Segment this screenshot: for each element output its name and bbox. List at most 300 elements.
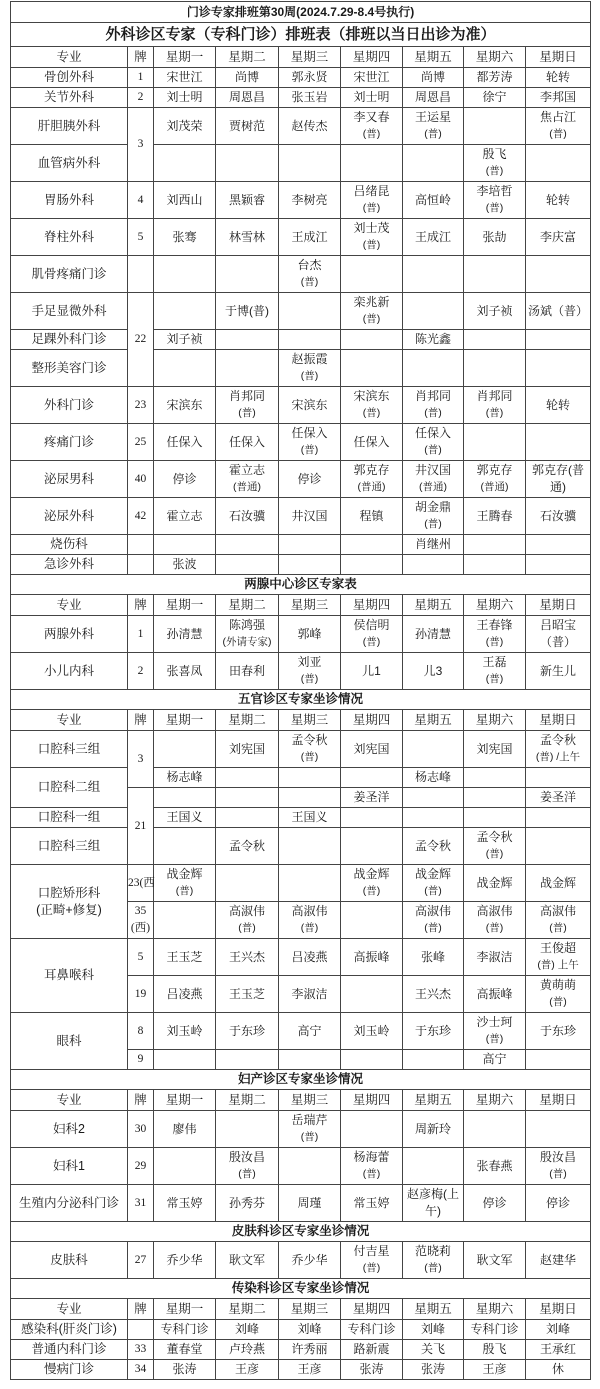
table-row: [11, 293, 591, 330]
schedule-cell: 高振峰: [464, 976, 526, 1013]
column-header: 星期一: [154, 710, 216, 731]
schedule-cell: 轮转: [526, 68, 591, 88]
schedule-cell: 许秀丽: [279, 1340, 341, 1360]
schedule-cell: [526, 902, 591, 939]
schedule-cell: 儿1: [341, 653, 403, 690]
cell-line: 台杰: [297, 258, 322, 272]
schedule-cell: 专科门诊: [341, 1320, 403, 1340]
room-number-cell: [128, 535, 154, 555]
cell-note: (普): [549, 922, 567, 934]
schedule-cell: [403, 293, 464, 330]
room-number-cell: 2: [128, 88, 154, 108]
schedule-cell: 王成江: [403, 219, 464, 256]
room-number-cell: 19: [128, 976, 154, 1013]
room-number-cell: [128, 555, 154, 575]
cell-line: 刘亚: [297, 655, 322, 669]
schedule-cell: 于东珍: [216, 1013, 279, 1050]
schedule-cell: [279, 350, 341, 387]
schedule-cell: [341, 1111, 403, 1148]
schedule-cell: [154, 731, 216, 768]
schedule-cell: 尚博: [216, 68, 279, 88]
schedule-cell: [216, 350, 279, 387]
cell-note: (普): [485, 407, 504, 419]
cell-line: 霍立志: [228, 463, 265, 477]
schedule-cell: [154, 1050, 216, 1070]
room-number-cell: 4: [128, 182, 154, 219]
schedule-cell: [464, 256, 526, 293]
table-row: [11, 88, 591, 108]
cell-note: (普): [549, 996, 567, 1008]
section-title: 皮肤科诊区专家坐诊情况: [11, 1222, 591, 1242]
table-row: [11, 828, 591, 865]
schedule-cell: [464, 808, 526, 828]
schedule-cell: 孙秀芬: [216, 1185, 279, 1222]
cell-line: 陈鸿强: [228, 618, 265, 632]
schedule-cell: 姜圣洋: [526, 788, 591, 808]
schedule-cell: [526, 424, 591, 461]
cell-note: (普): [424, 1262, 442, 1274]
schedule-cell: [279, 653, 341, 690]
cell-line: 孟令秋: [476, 830, 513, 844]
schedule-body: [11, 2, 591, 1380]
cell-note: (普): [424, 922, 442, 934]
schedule-cell: 郭克存(普通): [526, 461, 591, 498]
schedule-cell: 王彦: [279, 1360, 341, 1380]
schedule-cell: [154, 535, 216, 555]
schedule-cell: 林雪林: [216, 219, 279, 256]
cell-note: (普): [424, 407, 442, 419]
schedule-cell: 张涛: [341, 1360, 403, 1380]
schedule-cell: 刘峰: [216, 1320, 279, 1340]
table-row: [11, 219, 591, 256]
schedule-cell: [464, 555, 526, 575]
schedule-cell: [403, 350, 464, 387]
schedule-cell: 停诊: [154, 461, 216, 498]
table-row: [11, 1340, 591, 1360]
schedule-cell: 刘西山: [154, 182, 216, 219]
schedule-cell: 刘峰: [526, 1320, 591, 1340]
schedule-cell: [341, 461, 403, 498]
cell-note: (普): [362, 202, 381, 214]
schedule-cell: [464, 424, 526, 461]
schedule-cell: [526, 555, 591, 575]
cell-note: (普通): [233, 481, 261, 493]
schedule-cell: 张骞: [154, 219, 216, 256]
schedule-cell: [526, 1111, 591, 1148]
schedule-cell: [526, 256, 591, 293]
schedule-cell: [216, 461, 279, 498]
schedule-cell: [403, 256, 464, 293]
schedule-cell: 战金辉: [526, 865, 591, 902]
schedule-cell: 路新震: [341, 1340, 403, 1360]
schedule-cell: [341, 828, 403, 865]
column-header: 星期五: [403, 47, 464, 68]
schedule-cell: [464, 461, 526, 498]
schedule-cell: 李树亮: [279, 182, 341, 219]
cell-line: 高淑伟: [291, 904, 328, 918]
schedule-cell: [154, 350, 216, 387]
room-number-cell: [128, 1320, 154, 1340]
column-header: 星期二: [216, 710, 279, 731]
schedule-cell: 赵彦梅(上午): [403, 1185, 464, 1222]
schedule-cell: 张劼: [464, 219, 526, 256]
cell-line: 郭克存: [353, 463, 390, 477]
cell-line: 王俊超: [540, 941, 577, 955]
department-cell: 口腔科三组: [11, 828, 128, 865]
column-header: 星期六: [464, 595, 526, 616]
schedule-cell: 石汝骥: [526, 498, 591, 535]
schedule-cell: [341, 808, 403, 828]
cell-note: (正畸+修复): [36, 902, 102, 917]
schedule-cell: 刘茂荣: [154, 108, 216, 145]
schedule-cell: [403, 1148, 464, 1185]
table-row: [11, 108, 591, 145]
cell-note: (外请专家): [222, 636, 272, 648]
department-cell: 两腺外科: [11, 616, 128, 653]
header-row: [11, 1299, 591, 1320]
schedule-cell: [464, 653, 526, 690]
department-cell: 普通内科门诊: [11, 1340, 128, 1360]
schedule-cell: [279, 768, 341, 788]
table-row: [11, 498, 591, 535]
schedule-cell: [341, 1148, 403, 1185]
cell-line: 战金辉: [166, 867, 203, 881]
cell-line: 沙士珂: [476, 1015, 513, 1029]
schedule-cell: 儿3: [403, 653, 464, 690]
schedule-cell: 王国义: [154, 808, 216, 828]
schedule-cell: [216, 1148, 279, 1185]
cell-note: (普): [549, 128, 567, 140]
schedule-cell: 肖继州: [403, 535, 464, 555]
department-cell: 泌尿外科: [11, 498, 128, 535]
cell-line: 郭克存: [476, 463, 513, 477]
schedule-cell: 吕昭宝（普）: [526, 616, 591, 653]
schedule-cell: 王彦: [216, 1360, 279, 1380]
cell-note: (普): [238, 1168, 256, 1180]
schedule-cell: [154, 828, 216, 865]
department-cell: 外科门诊: [11, 387, 128, 424]
cell-note: (普): [485, 673, 504, 685]
cell-line: 肖邦同: [476, 389, 513, 403]
cell-note: (普): [300, 444, 319, 456]
schedule-cell: [464, 1013, 526, 1050]
column-header: 专业: [11, 1299, 128, 1320]
room-number-cell: 3: [128, 731, 154, 788]
schedule-cell: 耿文军: [216, 1242, 279, 1279]
schedule-cell: 郭峰: [279, 616, 341, 653]
table-row: [11, 256, 591, 293]
section-title-row: [11, 575, 591, 595]
schedule-cell: 乔少华: [154, 1242, 216, 1279]
schedule-cell: 任保入: [154, 424, 216, 461]
schedule-cell: [341, 293, 403, 330]
column-header: 星期一: [154, 1299, 216, 1320]
cell-line: 范晓莉: [414, 1244, 451, 1258]
room-number-cell: 3: [128, 108, 154, 182]
schedule-cell: [341, 865, 403, 902]
schedule-cell: [341, 330, 403, 350]
cell-line: 胡金鼎: [414, 500, 451, 514]
schedule-cell: [216, 145, 279, 182]
section-title-row: [11, 1279, 591, 1299]
table-row: [11, 350, 591, 387]
room-number-cell: 31: [128, 1185, 154, 1222]
schedule-cell: 刘士明: [154, 88, 216, 108]
schedule-cell: [154, 902, 216, 939]
schedule-cell: 孙清慧: [154, 616, 216, 653]
department-cell: 感染科(肝炎门诊): [11, 1320, 128, 1340]
column-header: 星期日: [526, 1090, 591, 1111]
schedule-cell: 宋滨东: [279, 387, 341, 424]
schedule-cell: 王腾春: [464, 498, 526, 535]
cell-note: (普通): [419, 481, 447, 493]
schedule-cell: [216, 1111, 279, 1148]
room-number-cell: 21: [128, 788, 154, 865]
room-number-cell: 30: [128, 1111, 154, 1148]
department-cell: 关节外科: [11, 88, 128, 108]
schedule-cell: 任保入: [216, 424, 279, 461]
cell-line: 焦占江: [540, 110, 577, 124]
schedule-cell: 杨志峰: [403, 768, 464, 788]
schedule-cell: 汤斌（普）: [526, 293, 591, 330]
cell-line: 口腔矫形科: [37, 885, 101, 900]
schedule-cell: 刘宪国: [464, 731, 526, 768]
column-header: 星期一: [154, 595, 216, 616]
schedule-cell: 李淑洁: [279, 976, 341, 1013]
cell-note: (普): [362, 239, 381, 251]
schedule-cell: 常玉婷: [341, 1185, 403, 1222]
schedule-cell: [464, 902, 526, 939]
schedule-cell: [403, 108, 464, 145]
schedule-cell: 王承红: [526, 1340, 591, 1360]
schedule-cell: 李邦国: [526, 88, 591, 108]
table-row: [11, 939, 591, 976]
column-header: 牌: [128, 47, 154, 68]
schedule-cell: [403, 387, 464, 424]
schedule-table: [10, 1, 591, 1380]
table-row: [11, 1111, 591, 1148]
schedule-cell: [279, 902, 341, 939]
schedule-cell: [154, 256, 216, 293]
section-title-row: [11, 1222, 591, 1242]
section-title: 五官诊区专家坐诊情况: [11, 690, 591, 710]
header-row: [11, 1090, 591, 1111]
schedule-cell: [216, 1050, 279, 1070]
department-cell: 小儿内科: [11, 653, 128, 690]
schedule-cell: [464, 1111, 526, 1148]
schedule-cell: 王彦: [464, 1360, 526, 1380]
schedule-cell: [279, 535, 341, 555]
cell-line: 高淑伟: [540, 904, 577, 918]
cell-note: (普): [175, 885, 194, 897]
department-cell: [11, 865, 128, 939]
schedule-cell: [526, 350, 591, 387]
column-header: 牌: [128, 1090, 154, 1111]
room-number-cell: [128, 256, 154, 293]
department-cell: 整形美容门诊: [11, 350, 128, 387]
schedule-cell: 周恩昌: [216, 88, 279, 108]
schedule-cell: [279, 145, 341, 182]
schedule-cell: 张涛: [154, 1360, 216, 1380]
cell-line: 岳瑞芹: [291, 1113, 328, 1127]
schedule-cell: 新生儿: [526, 653, 591, 690]
department-cell: 口腔科二组: [11, 768, 128, 808]
cell-line: 战金辉: [414, 867, 451, 881]
schedule-cell: [341, 145, 403, 182]
schedule-cell: 张涛: [403, 1360, 464, 1380]
table-row: [11, 535, 591, 555]
schedule-cell: 刘子祯: [464, 293, 526, 330]
schedule-cell: 乔少华: [279, 1242, 341, 1279]
schedule-cell: 周新玲: [403, 1111, 464, 1148]
schedule-cell: [341, 902, 403, 939]
schedule-cell: [403, 498, 464, 535]
schedule-cell: 杨志峰: [154, 768, 216, 788]
cell-line: 高淑伟: [414, 904, 451, 918]
cell-line: 孟令秋: [540, 733, 577, 747]
column-header: 星期四: [341, 47, 403, 68]
schedule-cell: [279, 1050, 341, 1070]
schedule-cell: 李庆富: [526, 219, 591, 256]
column-header: 专业: [11, 595, 128, 616]
schedule-cell: [341, 555, 403, 575]
cell-note: (普): [300, 922, 319, 934]
schedule-cell: [526, 808, 591, 828]
schedule-cell: [403, 865, 464, 902]
room-number-cell: 9: [128, 1050, 154, 1070]
cell-line: 殷汝昌: [228, 1150, 265, 1164]
schedule-cell: [216, 555, 279, 575]
section-title-row: [11, 1070, 591, 1090]
schedule-cell: [341, 256, 403, 293]
cell-line: 刘士茂: [353, 221, 390, 235]
schedule-cell: 李淑洁: [464, 939, 526, 976]
department-cell: 足踝外科门诊: [11, 330, 128, 350]
schedule-cell: [279, 293, 341, 330]
cell-line: 战金辉: [353, 867, 390, 881]
schedule-cell: 轮转: [526, 182, 591, 219]
cell-note: (西): [130, 922, 151, 934]
column-header: 星期三: [279, 1299, 341, 1320]
column-header: 星期日: [526, 595, 591, 616]
schedule-cell: [403, 555, 464, 575]
schedule-cell: 刘玉岭: [154, 1013, 216, 1050]
schedule-cell: [279, 1148, 341, 1185]
column-header: 牌: [128, 595, 154, 616]
schedule-cell: 黑颖睿: [216, 182, 279, 219]
room-number-cell: 27: [128, 1242, 154, 1279]
department-cell: 皮肤科: [11, 1242, 128, 1279]
column-header: 星期三: [279, 710, 341, 731]
column-header: 专业: [11, 1090, 128, 1111]
schedule-cell: [154, 293, 216, 330]
column-header: 专业: [11, 47, 128, 68]
schedule-cell: [341, 535, 403, 555]
schedule-cell: [341, 350, 403, 387]
cell-note: (普) /上午: [535, 751, 581, 763]
schedule-cell: [464, 387, 526, 424]
table-row: [11, 145, 591, 182]
column-header: 星期二: [216, 595, 279, 616]
schedule-cell: 田春利: [216, 653, 279, 690]
cell-line: 黄萌萌: [540, 978, 577, 992]
schedule-cell: [341, 616, 403, 653]
column-header: 星期二: [216, 1090, 279, 1111]
schedule-cell: [341, 219, 403, 256]
schedule-cell: 王兴杰: [403, 976, 464, 1013]
cell-note: (普): [424, 128, 442, 140]
table-row: [11, 731, 591, 768]
schedule-cell: 高恒岭: [403, 182, 464, 219]
schedule-cell: [279, 828, 341, 865]
schedule-cell: [526, 108, 591, 145]
schedule-cell: 郭永贤: [279, 68, 341, 88]
cell-line: 宋滨东: [353, 389, 390, 403]
schedule-cell: [154, 865, 216, 902]
column-header: 星期五: [403, 710, 464, 731]
schedule-cell: [464, 768, 526, 788]
schedule-cell: 刘士明: [341, 88, 403, 108]
schedule-cell: 刘宪国: [216, 731, 279, 768]
schedule-cell: [526, 768, 591, 788]
column-header: 星期日: [526, 1299, 591, 1320]
column-header: 星期一: [154, 47, 216, 68]
schedule-cell: 程镇: [341, 498, 403, 535]
cell-line: 任保入: [291, 426, 328, 440]
column-header: 星期三: [279, 595, 341, 616]
column-header: 星期六: [464, 1090, 526, 1111]
room-number-cell: 5: [128, 939, 154, 976]
page-subtitle: 外科诊区专家（专科门诊）排班表（排班以当日出诊为准）: [11, 23, 591, 47]
table-row: [11, 1148, 591, 1185]
schedule-cell: 殷飞: [464, 1340, 526, 1360]
schedule-cell: 孟令秋: [403, 828, 464, 865]
cell-line: 殷飞: [482, 147, 507, 161]
schedule-cell: 董春堂: [154, 1340, 216, 1360]
schedule-cell: 张春燕: [464, 1148, 526, 1185]
department-cell: 烧伤科: [11, 535, 128, 555]
schedule-cell: [526, 976, 591, 1013]
schedule-cell: 高振峰: [341, 939, 403, 976]
schedule-cell: [341, 108, 403, 145]
section-title: 传染科诊区专家坐诊情况: [11, 1279, 591, 1299]
schedule-cell: 专科门诊: [464, 1320, 526, 1340]
schedule-cell: [403, 731, 464, 768]
cell-note: (普): [485, 165, 504, 177]
schedule-cell: [403, 145, 464, 182]
schedule-cell: [216, 808, 279, 828]
schedule-cell: 廖伟: [154, 1111, 216, 1148]
cell-line: 孟令秋: [291, 733, 328, 747]
schedule-cell: 卢玲燕: [216, 1340, 279, 1360]
table-row: [11, 616, 591, 653]
cell-note: (普): [485, 202, 504, 214]
cell-note: (普): [362, 1262, 381, 1274]
room-number-cell: 22: [128, 293, 154, 387]
schedule-cell: [403, 461, 464, 498]
schedule-cell: 周恩昌: [403, 88, 464, 108]
cell-line: 赵振霞: [291, 352, 328, 366]
schedule-cell: 赵建华: [526, 1242, 591, 1279]
schedule-cell: 王玉芝: [216, 976, 279, 1013]
schedule-cell: 吕凌燕: [279, 939, 341, 976]
room-number-cell: 8: [128, 1013, 154, 1050]
cell-note: (普): [485, 1033, 504, 1045]
schedule-cell: [464, 108, 526, 145]
table-row: [11, 330, 591, 350]
schedule-cell: [341, 182, 403, 219]
schedule-cell: [154, 145, 216, 182]
